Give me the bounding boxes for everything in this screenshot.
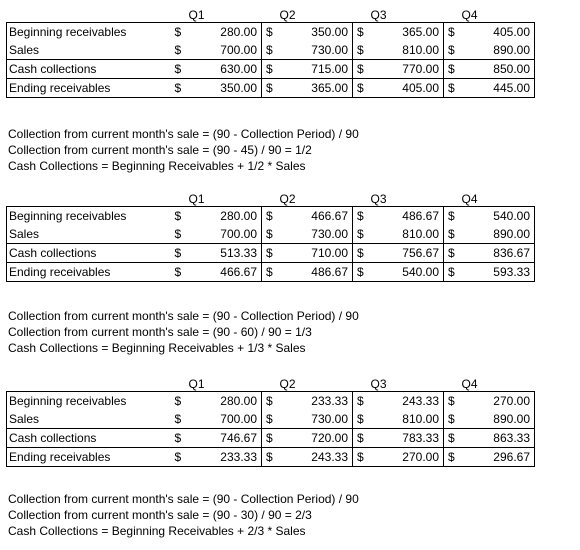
cell-value: 720.00	[278, 429, 353, 448]
currency-symbol: $	[444, 448, 460, 467]
cell-value: 593.33	[460, 263, 535, 282]
table-row	[7, 225, 535, 244]
currency-symbol: $	[262, 244, 278, 263]
table-row	[7, 41, 535, 60]
currency-symbol: $	[444, 207, 460, 226]
receivables-table-3	[6, 377, 534, 467]
currency-symbol: $	[266, 43, 273, 57]
formula-line: Collection from current month's sale = (90 - 45) / 90 = 1/2	[8, 143, 312, 157]
currency-symbol: $	[444, 60, 460, 79]
row-label: Cash collections	[7, 429, 171, 448]
cell-value: 810.00	[369, 410, 444, 429]
currency-symbol: $	[448, 43, 455, 57]
currency-symbol: $	[353, 392, 369, 411]
quarter-header: Q3	[370, 8, 387, 22]
currency-symbol: $	[262, 207, 278, 226]
currency-symbol: $	[171, 244, 187, 263]
cell-value: 730.00	[278, 410, 353, 429]
currency-symbol: $	[266, 412, 273, 426]
currency-symbol: $	[357, 227, 364, 241]
currency-symbol: $	[444, 392, 460, 411]
table-row	[7, 60, 535, 79]
cell-value: 810.00	[369, 225, 444, 244]
table-row	[7, 263, 535, 282]
quarter-header: Q4	[461, 8, 478, 22]
row-label: Ending receivables	[7, 79, 171, 98]
currency-symbol: $	[353, 263, 369, 282]
cell-value: 783.33	[369, 429, 444, 448]
cell-value: 863.33	[460, 429, 535, 448]
formula-notes-3	[8, 491, 568, 539]
formula-notes-2	[8, 308, 568, 356]
row-label: Beginning receivables	[7, 23, 171, 42]
currency-symbol: $	[262, 429, 278, 448]
row-label: Beginning receivables	[7, 392, 171, 411]
cell-value: 540.00	[369, 263, 444, 282]
currency-symbol: $	[357, 412, 364, 426]
quarter-header: Q2	[279, 192, 296, 206]
cell-value: 486.67	[278, 263, 353, 282]
row-label: Sales	[7, 225, 171, 244]
cell-value: 445.00	[460, 79, 535, 98]
formula-line: Collection from current month's sale = (90 - Collection Period) / 90	[8, 127, 359, 141]
currency-symbol: $	[448, 227, 455, 241]
cell-value: 405.00	[460, 23, 535, 42]
currency-symbol: $	[262, 392, 278, 411]
cell-value: 365.00	[278, 79, 353, 98]
table-row	[7, 448, 535, 467]
cell-value: 233.33	[187, 448, 262, 467]
header-row	[7, 192, 535, 207]
cell-value: 540.00	[460, 207, 535, 226]
currency-symbol: $	[353, 207, 369, 226]
table	[6, 192, 535, 282]
currency-symbol: $	[353, 79, 369, 98]
currency-symbol: $	[444, 263, 460, 282]
table	[6, 377, 535, 467]
currency-symbol: $	[174, 412, 182, 426]
cell-value: 243.33	[369, 392, 444, 411]
quarter-header: Q3	[370, 192, 387, 206]
currency-symbol: $	[171, 60, 187, 79]
cell-value: 770.00	[369, 60, 444, 79]
cell-value: 730.00	[278, 41, 353, 60]
cell-value: 243.33	[278, 448, 353, 467]
currency-symbol: $	[266, 227, 273, 241]
currency-symbol: $	[171, 23, 187, 42]
currency-symbol: $	[171, 79, 187, 98]
cell-value: 350.00	[278, 23, 353, 42]
currency-symbol: $	[171, 392, 187, 411]
row-label: Sales	[7, 41, 171, 60]
quarter-header: Q3	[370, 377, 387, 391]
currency-symbol: $	[171, 207, 187, 226]
cell-value: 746.67	[187, 429, 262, 448]
cell-value: 513.33	[187, 244, 262, 263]
cell-value: 466.67	[187, 263, 262, 282]
currency-symbol: $	[353, 23, 369, 42]
cell-value: 296.67	[460, 448, 535, 467]
cell-value: 700.00	[187, 225, 262, 244]
cell-value: 270.00	[460, 392, 535, 411]
cell-value: 270.00	[369, 448, 444, 467]
currency-symbol: $	[353, 448, 369, 467]
cell-value: 890.00	[460, 225, 535, 244]
row-label: Sales	[7, 410, 171, 429]
currency-symbol: $	[174, 43, 182, 57]
cell-value: 350.00	[187, 79, 262, 98]
cell-value: 466.67	[278, 207, 353, 226]
currency-symbol: $	[353, 244, 369, 263]
cell-value: 810.00	[369, 41, 444, 60]
table-row	[7, 79, 535, 98]
cell-value: 700.00	[187, 41, 262, 60]
cell-value: 836.67	[460, 244, 535, 263]
cell-value: 280.00	[187, 23, 262, 42]
row-label: Cash collections	[7, 60, 171, 79]
row-label: Beginning receivables	[7, 207, 171, 226]
row-label: Ending receivables	[7, 263, 171, 282]
quarter-header: Q1	[188, 8, 205, 22]
cell-value: 710.00	[278, 244, 353, 263]
cell-value: 850.00	[460, 60, 535, 79]
row-label: Ending receivables	[7, 448, 171, 467]
formula-line: Collection from current month's sale = (90 - Collection Period) / 90	[8, 309, 359, 323]
table-row	[7, 244, 535, 263]
currency-symbol: $	[262, 79, 278, 98]
row-label: Cash collections	[7, 244, 171, 263]
currency-symbol: $	[448, 412, 455, 426]
currency-symbol: $	[444, 79, 460, 98]
cell-value: 486.67	[369, 207, 444, 226]
formula-notes-1	[8, 126, 568, 174]
quarter-header: Q2	[279, 8, 296, 22]
header-row	[7, 8, 535, 23]
currency-symbol: $	[262, 23, 278, 42]
formula-line: Cash Collections = Beginning Receivables + 1/2 * Sales	[8, 159, 306, 173]
currency-symbol: $	[262, 60, 278, 79]
cell-value: 233.33	[278, 392, 353, 411]
header-row	[7, 377, 535, 392]
quarter-header: Q1	[188, 192, 205, 206]
currency-symbol: $	[262, 263, 278, 282]
formula-line: Collection from current month's sale = (90 - 30) / 90 = 2/3	[8, 508, 312, 522]
receivables-table-1	[6, 8, 534, 98]
table-row	[7, 207, 535, 226]
quarter-header: Q2	[279, 377, 296, 391]
formula-line: Cash Collections = Beginning Receivables + 2/3 * Sales	[8, 524, 306, 538]
cell-value: 280.00	[187, 207, 262, 226]
cell-value: 730.00	[278, 225, 353, 244]
cell-value: 280.00	[187, 392, 262, 411]
formula-line: Collection from current month's sale = (90 - 60) / 90 = 1/3	[8, 325, 312, 339]
quarter-header: Q4	[461, 377, 478, 391]
quarter-header: Q4	[461, 192, 478, 206]
currency-symbol: $	[171, 263, 187, 282]
currency-symbol: $	[353, 60, 369, 79]
cell-value: 890.00	[460, 410, 535, 429]
table-row	[7, 429, 535, 448]
cell-value: 890.00	[460, 41, 535, 60]
table-row	[7, 392, 535, 411]
currency-symbol: $	[444, 23, 460, 42]
receivables-table-2	[6, 192, 534, 282]
cell-value: 756.67	[369, 244, 444, 263]
table-row	[7, 23, 535, 42]
formula-line: Collection from current month's sale = (90 - Collection Period) / 90	[8, 492, 359, 506]
currency-symbol: $	[444, 429, 460, 448]
currency-symbol: $	[174, 227, 182, 241]
currency-symbol: $	[353, 429, 369, 448]
cell-value: 405.00	[369, 79, 444, 98]
formula-line: Cash Collections = Beginning Receivables + 1/3 * Sales	[8, 341, 306, 355]
cell-value: 700.00	[187, 410, 262, 429]
quarter-header: Q1	[188, 377, 205, 391]
currency-symbol: $	[171, 429, 187, 448]
cell-value: 715.00	[278, 60, 353, 79]
currency-symbol: $	[171, 448, 187, 467]
cell-value: 365.00	[369, 23, 444, 42]
currency-symbol: $	[357, 43, 364, 57]
table	[6, 8, 535, 98]
currency-symbol: $	[262, 448, 278, 467]
table-row	[7, 410, 535, 429]
cell-value: 630.00	[187, 60, 262, 79]
currency-symbol: $	[444, 244, 460, 263]
